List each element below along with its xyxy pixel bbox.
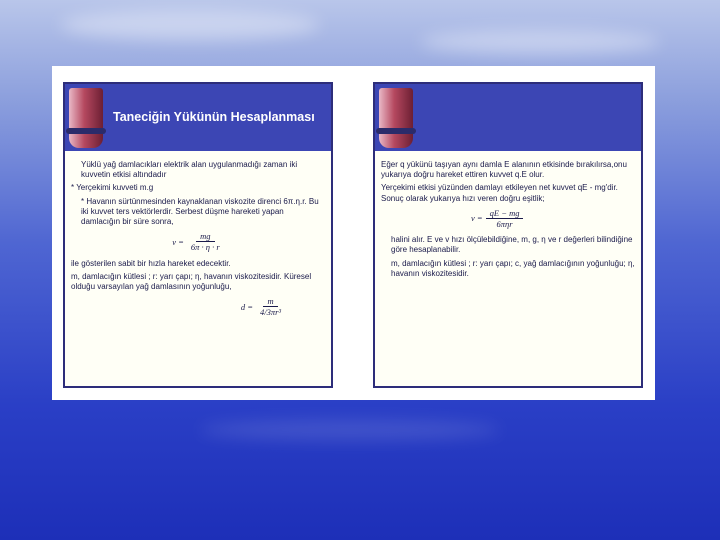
left-panel-content (71, 160, 325, 382)
left-paragraph-4: ile gösterilen sabit bir hızla hareket edecektir. (71, 258, 231, 268)
eq-denominator: 6πηr (496, 219, 513, 230)
eq-denominator: 4/3πr³ (260, 307, 281, 318)
left-equation-velocity (71, 231, 325, 252)
left-paragraph-2: * Yerçekimi kuvveti m.g (71, 183, 154, 193)
right-paragraph-4: m, damlacığın kütlesi ; r: yarı çapı; c, yağ damlacığının yoğunluğu; η, havanın viskozitesidir. (391, 258, 635, 278)
right-paragraph-1: Eğer q yükünü taşıyan aynı damla E alanının etkisinde bırakılırsa,onu yukarıya doğru hareket ettiren kuvvet q.E olur. (381, 160, 627, 180)
left-equation-density (71, 296, 325, 317)
right-panel (373, 82, 643, 388)
test-tube-icon (69, 88, 103, 148)
left-panel-header (65, 84, 331, 151)
eq-numerator: qE − mg (486, 208, 524, 219)
eq-lhs: v = (471, 213, 483, 224)
left-paragraph-3: * Havanın sürtünmesinden kaynaklanan viskozite direnci 6π.η.r. Bu iki kuvvet ters vektörlerdir. Serbest düşme hareketi yapan damlacığın bir süre sonra, (81, 196, 319, 227)
left-paragraph-5: m, damlacığın kütlesi ; r: yarı çapı; η, havanın viskozitesidir. Küresel olduğu varsayılan yağ damlasının yoğunluğu, (71, 271, 312, 292)
eq-denominator: 6π · η · r (190, 242, 220, 253)
right-panel-content (381, 160, 635, 382)
test-tube-icon (379, 88, 413, 148)
sky-streak (60, 10, 320, 40)
eq-numerator: m (263, 296, 277, 307)
slide-frame (52, 66, 655, 400)
left-panel (63, 82, 333, 388)
right-equation-velocity (381, 208, 635, 229)
right-panel-header (375, 84, 641, 151)
eq-numerator: mg (196, 231, 214, 242)
right-paragraph-3: halini alır. E ve v hızı ölçülebildiğine, m, g, η ve r değerleri bilindiğine göre hesaplanabilir. (391, 235, 633, 255)
eq-lhs: v = (172, 236, 184, 247)
sky-streak (420, 30, 660, 54)
left-paragraph-1: Yüklü yağ damlacıkları elektrik alan uygulanmadığı zaman iki kuvvetin etkisi altındadır (81, 160, 298, 180)
right-paragraph-2: Yerçekimi etkisi yüzünden damlayı etkileyen net kuvvet qE - mg'dir. Sonuç olarak yukarıya hızı veren doğru eşitlik; (381, 183, 618, 203)
sky-streak (200, 420, 500, 440)
left-panel-title: Taneciğin Yükünün Hesaplanması (113, 110, 315, 124)
eq-lhs: d = (240, 301, 254, 312)
